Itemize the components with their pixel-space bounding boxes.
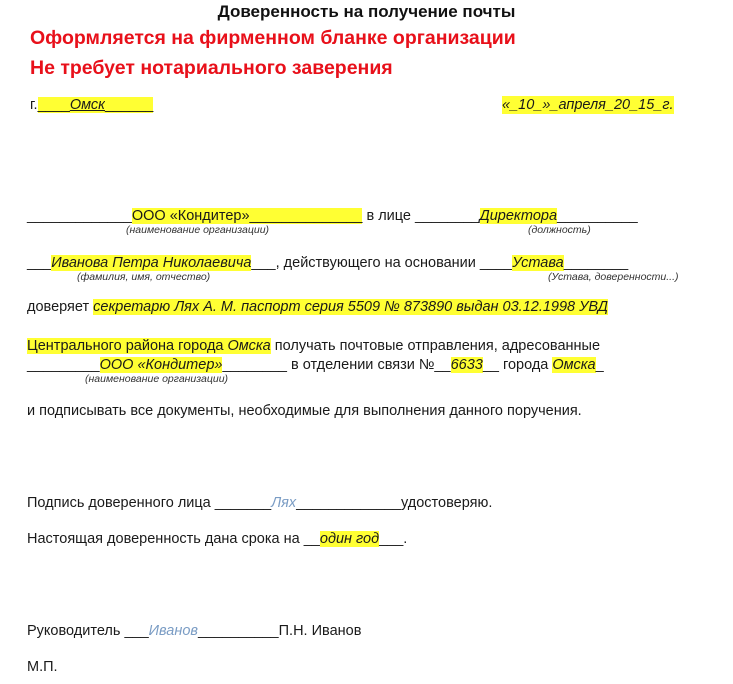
caption-addressee-org: (наименование организации) xyxy=(85,373,229,385)
term-value: один год xyxy=(319,531,380,547)
document-title: Доверенность на получение почты xyxy=(217,2,516,21)
person-line xyxy=(27,254,628,272)
trust-line xyxy=(27,298,608,316)
signature-suffix: удостоверяю. xyxy=(401,495,493,511)
term-lead: __ xyxy=(303,531,320,547)
addr-org: ООО «Кондитер» xyxy=(99,357,223,373)
signature-label: Подпись доверенного лица xyxy=(27,495,215,511)
note-notary: Не требует нотариального заверения xyxy=(30,57,393,79)
position-value: Директора xyxy=(479,208,558,224)
post-office-number: 6633 xyxy=(450,357,483,373)
addressee-line xyxy=(27,356,604,374)
basis-trail: ________ xyxy=(563,255,629,271)
signature-line xyxy=(27,494,492,512)
trustee-value: секретарю Лях А. М. паспорт серия 5509 № 873890 выдан 03.12.1998 УВД xyxy=(93,299,608,315)
person-trail: ___ xyxy=(251,255,276,271)
addr-mid: в отделении связи № xyxy=(286,357,435,373)
issuer-b: Омска xyxy=(227,338,271,354)
acting-text: , действующего на основании xyxy=(275,255,480,271)
signature-trail: _____________ xyxy=(296,495,402,511)
term-trail: ___ xyxy=(379,531,404,547)
head-label: Руководитель xyxy=(27,623,125,639)
caption-org: (наименование организации) xyxy=(126,224,270,236)
caption-name: (фамилия, имя, отчество) xyxy=(77,271,211,283)
issuer-rest: получать почтовые отправления, адресованные xyxy=(270,338,601,354)
addr-city-trail: _ xyxy=(595,357,604,373)
addr-trail: ________ xyxy=(222,357,287,373)
org-trail: ______________ xyxy=(249,208,363,224)
place-trail: ______ xyxy=(104,97,154,113)
basis-value: Устава xyxy=(512,255,564,271)
addr-num-trail: __ xyxy=(482,357,499,373)
org-line xyxy=(27,207,638,225)
addr-lead: _________ xyxy=(27,357,100,373)
org-name: ООО «Кондитер» xyxy=(131,208,250,224)
person-name: Иванова Петра Николаевича xyxy=(51,255,252,271)
issuer-line xyxy=(27,337,600,355)
term-label: Настоящая доверенность дана срока на xyxy=(27,531,304,547)
org-lead: _____________ xyxy=(27,208,132,224)
trustee-signature: Лях xyxy=(271,495,297,511)
caption-position: (должность) xyxy=(528,224,591,236)
place-city: Омск xyxy=(69,97,105,113)
note-letterhead: Оформляется на фирменном бланке организации xyxy=(30,27,516,49)
in-person-text: в лице xyxy=(362,208,415,224)
sign-docs-text: и подписывать все документы, необходимые для выполнения данного поручения. xyxy=(27,403,582,419)
stamp-place: М.П. xyxy=(27,659,58,675)
head-name: П.Н. Иванов xyxy=(278,623,362,639)
place-line xyxy=(30,96,153,114)
basis-lead: ____ xyxy=(479,255,513,271)
addr-city: Омска xyxy=(552,357,596,373)
signature-lead: _______ xyxy=(214,495,272,511)
head-lead: ___ xyxy=(124,623,149,639)
person-lead: ___ xyxy=(27,255,52,271)
caption-basis: (Устава, доверенности...) xyxy=(548,271,679,283)
issuer-a: Центрального района города xyxy=(27,338,228,354)
position-lead: ________ xyxy=(415,208,480,224)
trust-prefix: доверяет xyxy=(27,299,94,315)
term-line xyxy=(27,530,407,548)
term-end: . xyxy=(403,531,408,547)
addr-num-lead: __ xyxy=(434,357,451,373)
head-trail: __________ xyxy=(197,623,279,639)
addr-city-label: города xyxy=(498,357,553,373)
place-lead: ____ xyxy=(37,97,70,113)
place-prefix: г. xyxy=(30,97,38,113)
head-line xyxy=(27,622,361,640)
position-trail: __________ xyxy=(557,208,638,224)
head-signature: Иванов xyxy=(148,623,198,639)
date-field: «_10_»_апреля_20_15_г. xyxy=(502,97,674,113)
